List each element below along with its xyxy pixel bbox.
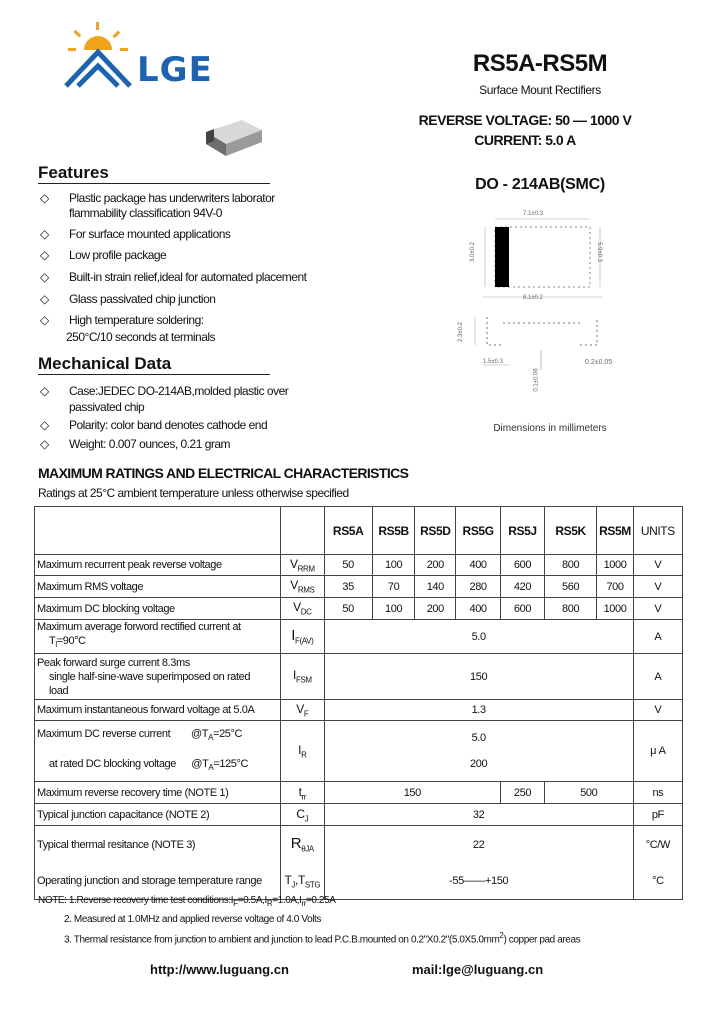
table-row: Maximum average forword rectified current at $T_l=90^\circ C$ $I_{F(AV)}$ 5.0 A: [35, 620, 683, 654]
dim-thick: 0.2±0.05: [585, 359, 613, 366]
features-heading: Features: [38, 163, 109, 182]
column-header: RS5M: [597, 507, 633, 555]
page-subtitle: Surface Mount Rectifiers: [479, 83, 601, 97]
list-item: ◇ Low profile package: [40, 248, 167, 262]
table-row: Maximum DC reverse current $@T_A=25^\circ C$ at rated DC blocking voltage $@T_A=125^\circ C$ $I_R$ 5.0 200 μ A: [35, 721, 683, 782]
dim-bottom: 8.1±0.2: [523, 295, 543, 301]
ratings-subheading: Ratings at 25°C ambient temperature unless otherwise specified: [38, 486, 349, 500]
reverse-voltage-spec: REVERSE VOLTAGE: 50 — 1000 V: [418, 112, 632, 128]
logo: [60, 20, 140, 90]
dim-lead: 1.5±0.3: [483, 359, 503, 365]
footer-email[interactable]: mail:lge@luguang.cn: [412, 962, 544, 977]
dim-left: 3.0±0.2: [469, 242, 476, 262]
column-header: RS5G: [456, 507, 501, 555]
units-header: UNITS: [633, 507, 682, 555]
drawing-caption: Dimensions in millimeters: [493, 423, 607, 434]
dim-right: 5.9±0.3: [595, 242, 602, 262]
table-row: Typical junction capacitance (NOTE 2) $C_J$ 32 pF: [35, 804, 683, 826]
table-row: Maximum instantaneous forward voltage at 5.0A $V_F$ 1.3 V: [35, 700, 683, 721]
table-row: Typical thermal resitance (NOTE 3) $R_{\theta JA}$ 22 °C/W: [35, 826, 683, 863]
list-item: ◇ Case:JEDEC DO-214AB,molded plastic over: [40, 384, 289, 398]
note-2: 2. Measured at 1.0MHz and applied reverse voltage of 4.0 Volts: [64, 914, 322, 925]
list-item: ◇ High temperature soldering:: [40, 313, 204, 327]
logo-text: LGE: [137, 50, 213, 90]
dim-vert: 0.1±0.06: [533, 368, 540, 392]
list-item: ◇ Built-in strain relief,ideal for automated placement: [40, 270, 307, 284]
dim-top: 7.1±0.3: [523, 211, 543, 217]
table-row: Peak forward surge current 8.3ms single half-sine-wave superimposed on rated load $I_{FSM}$ 150 A: [35, 654, 683, 700]
ratings-table: [34, 506, 683, 900]
column-header: RS5J: [501, 507, 545, 555]
list-item: ◇ Glass passivated chip junction: [40, 292, 216, 306]
list-item: ◇ Plastic package has underwriters laborator: [40, 191, 275, 205]
note-3: 3. Thermal resistance from junction to ambient and junction to lead P.C.B.mounted on $0.2"X0.2"(5.0X5.0mm^2)$ copper pad areas: [64, 931, 581, 946]
list-item: passivated chip: [69, 400, 145, 414]
list-item: flammability classification 94V-0: [69, 206, 222, 220]
dim-height: 2.3±0.2: [457, 322, 464, 342]
list-item: ◇ Polarity: color band denotes cathode end: [40, 418, 268, 432]
note-1: NOTE: 1.Reverse recovery time test $conditions:I_F=0.5A,I_R=1.0A,I_{rr}=0.25A$: [38, 895, 336, 908]
mechanical-divider: [38, 374, 270, 375]
list-item: ◇ For surface mounted applications: [40, 227, 231, 241]
list-item: ◇ Weight: 0.007 ounces, 0.21 gram: [40, 437, 231, 451]
table-row: Maximum RMS voltage $V_{RMS}$ 35 70 140 280 420 560 700 V: [35, 576, 683, 598]
ratings-heading: MAXIMUM RATINGS AND ELECTRICAL CHARACTERISTICS: [38, 465, 409, 481]
features-divider: [38, 183, 270, 184]
table-row: Maximum reverse recovery time (NOTE 1) $t_{rr}$ 150 250 500 ns: [35, 782, 683, 804]
features-list: [40, 191, 306, 345]
table-row: Maximum DC blocking voltage $V_{DC}$ 50 100 200 400 600 800 1000 V: [35, 598, 683, 620]
table-row: Operating junction and storage temperature range $T_J,T_{STG}$ -55——+150 °C: [35, 863, 683, 900]
list-item: 250°C/10 seconds at terminals: [66, 330, 216, 344]
column-header: RS5A: [324, 507, 372, 555]
notes: [38, 893, 580, 948]
table-row: Maximum recurrent peak reverse voltage $V_{RRM}$ 50 100 200 400 600 800 1000 V: [35, 555, 683, 576]
mechanical-list: [40, 384, 288, 453]
column-header: RS5B: [372, 507, 415, 555]
package-label: DO - 214AB(SMC): [475, 176, 605, 193]
footer-website[interactable]: http://www.luguang.cn: [150, 962, 289, 977]
logo-mark-icon: [60, 20, 140, 90]
column-header: RS5D: [415, 507, 456, 555]
current-spec: CURRENT: 5.0 A: [474, 132, 576, 148]
table-header-row: [35, 507, 683, 555]
package-drawing: [455, 205, 630, 420]
column-header: RS5K: [544, 507, 596, 555]
component-image: [200, 112, 270, 162]
mechanical-heading: Mechanical Data: [38, 354, 172, 373]
page-title: RS5A-RS5M: [472, 50, 608, 77]
